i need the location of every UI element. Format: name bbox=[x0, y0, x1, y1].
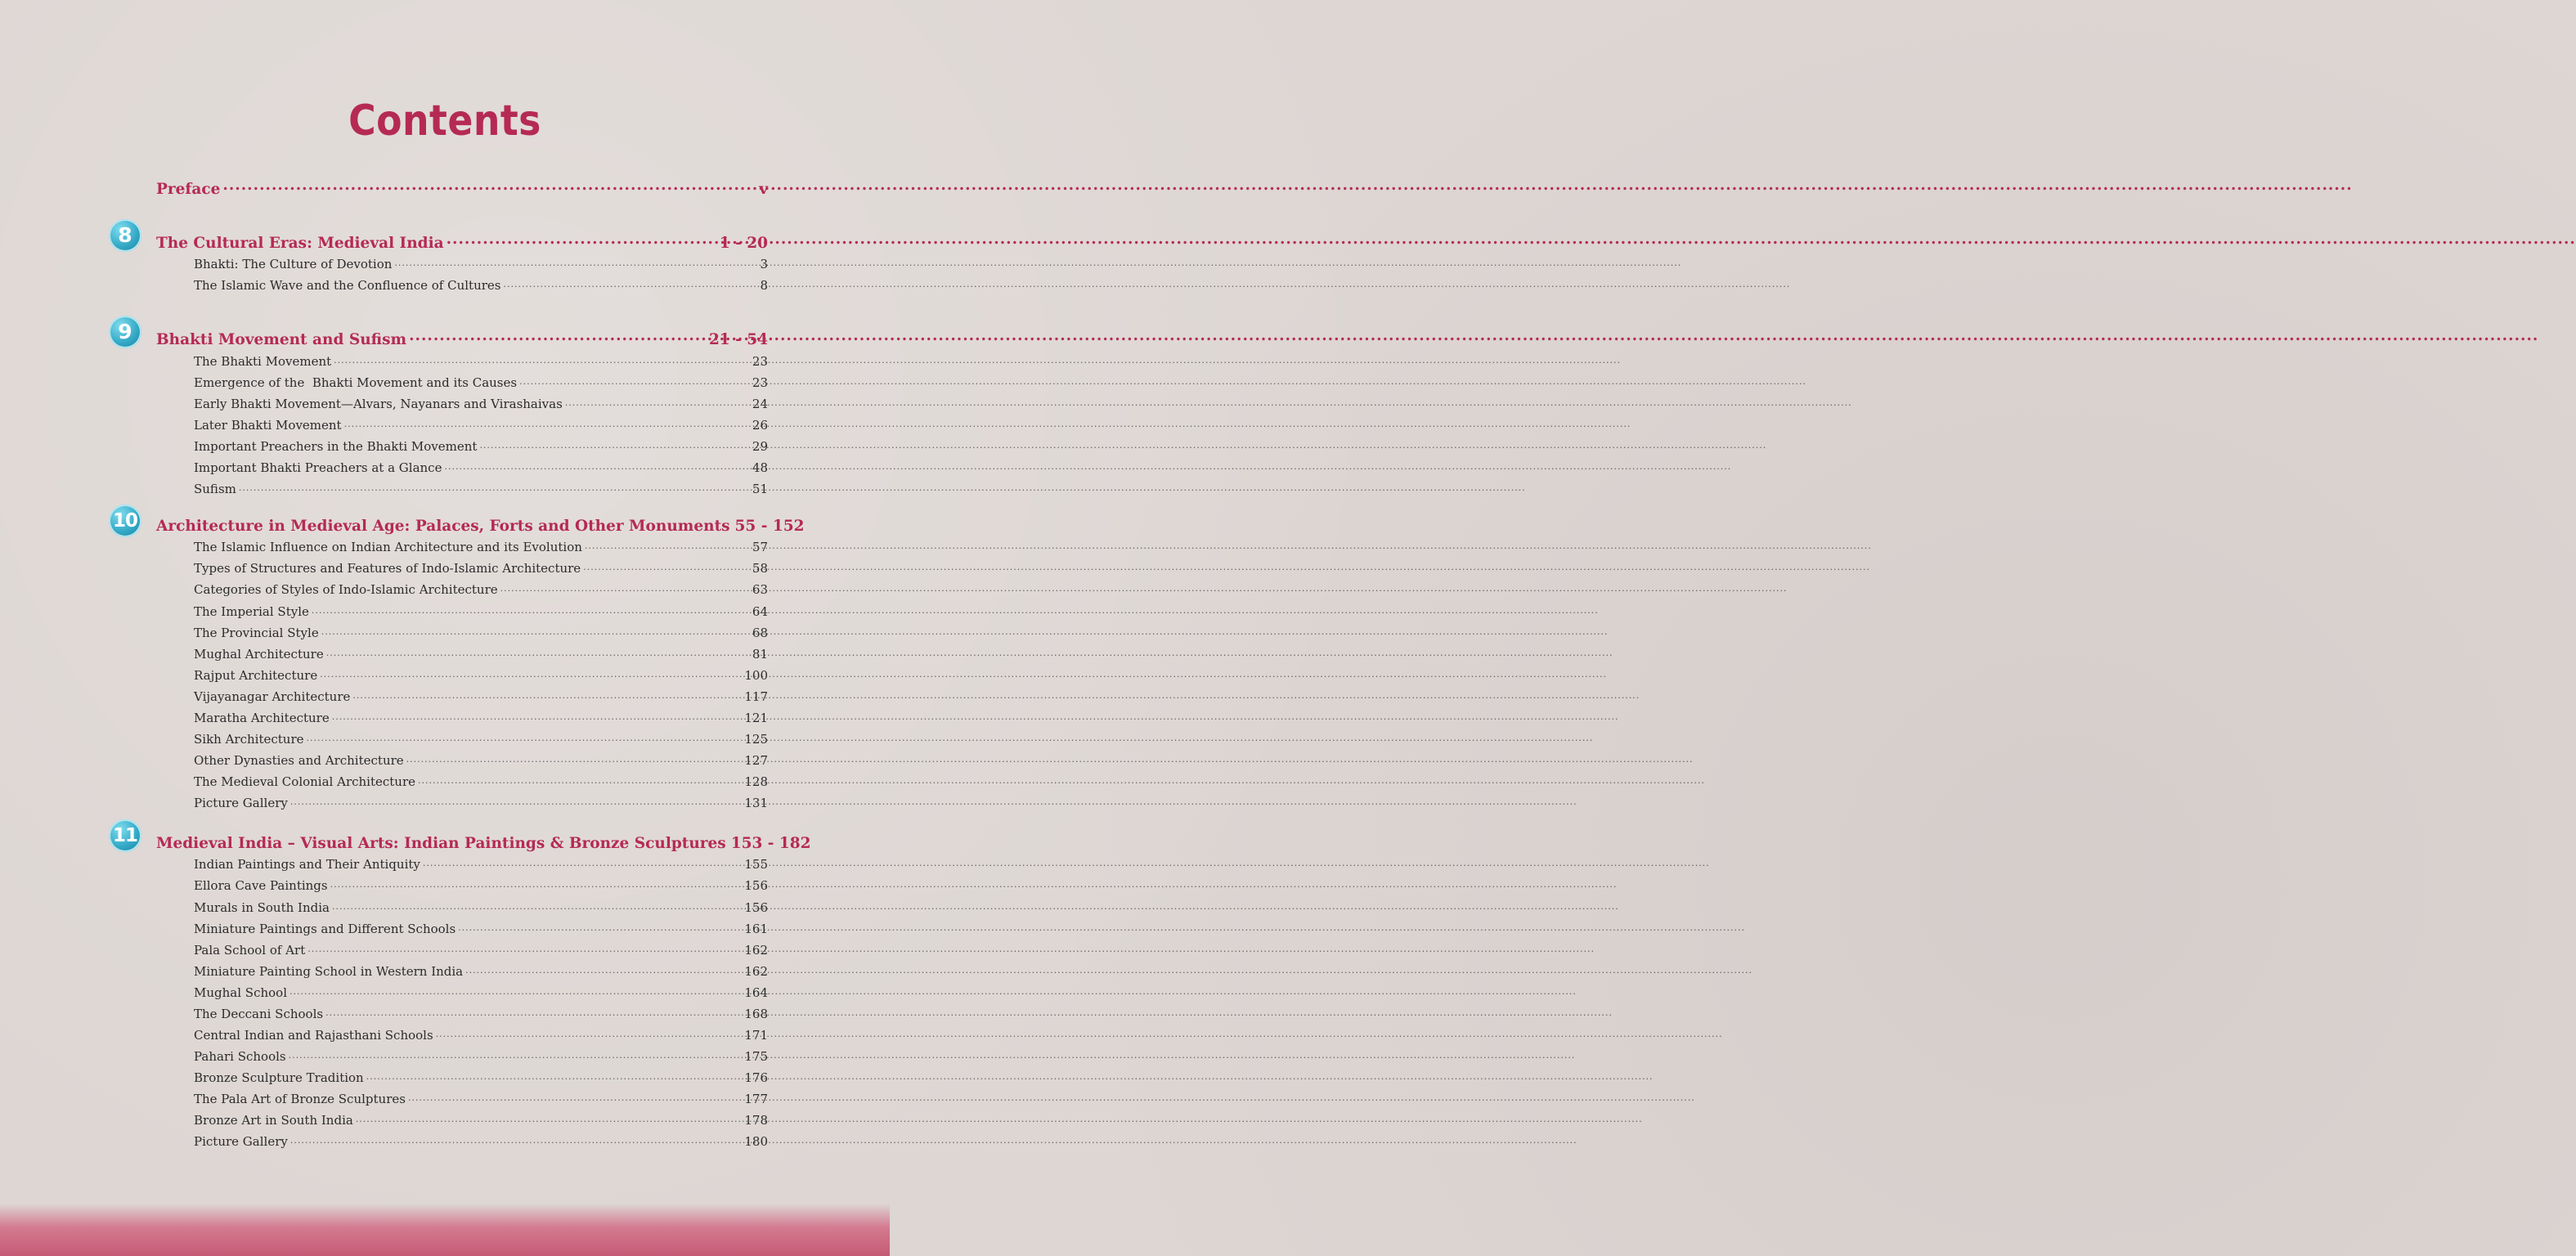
dot-leader bbox=[519, 375, 750, 387]
toc-entry[interactable] bbox=[194, 353, 768, 369]
dot-leader bbox=[330, 877, 743, 890]
toc-entry[interactable] bbox=[194, 689, 768, 704]
toc-entry[interactable] bbox=[194, 1133, 768, 1149]
toc-entry[interactable] bbox=[194, 942, 768, 958]
dot-leader bbox=[500, 581, 750, 594]
toc-entry-label: Pala School of Art bbox=[194, 943, 306, 958]
toc-entry[interactable] bbox=[194, 856, 768, 872]
toc-entry-label: The Medieval Colonial Architecture bbox=[194, 774, 416, 789]
toc-entry[interactable] bbox=[194, 877, 768, 893]
toc-entry-label: The Provincial Style bbox=[194, 626, 319, 640]
toc-entry-page: 81 bbox=[752, 647, 768, 662]
toc-entry-page: 24 bbox=[752, 397, 768, 411]
dot-leader bbox=[290, 795, 743, 807]
dot-leader bbox=[312, 603, 750, 616]
dot-leader bbox=[423, 856, 742, 868]
toc-entry[interactable] bbox=[194, 774, 768, 789]
toc-entry-page: 23 bbox=[752, 375, 768, 390]
toc-entry-page: 171 bbox=[744, 1028, 768, 1043]
toc-entry[interactable] bbox=[194, 1112, 768, 1128]
toc-entry-page: 155 bbox=[744, 857, 768, 872]
toc-entry-page: 175 bbox=[744, 1049, 768, 1064]
toc-entry[interactable] bbox=[194, 277, 768, 293]
toc-entry-label: Rajput Architecture bbox=[194, 668, 318, 683]
toc-entry[interactable] bbox=[194, 417, 768, 433]
toc-entry-label: Ellora Cave Paintings bbox=[194, 878, 328, 893]
toc-entry[interactable] bbox=[194, 795, 768, 810]
toc-entry[interactable] bbox=[194, 256, 768, 271]
toc-entry-label: Types of Structures and Features of Indo-Islamic Architecture bbox=[194, 561, 581, 576]
dot-leader bbox=[583, 560, 750, 572]
toc-entry-label: Mughal Architecture bbox=[194, 647, 324, 662]
toc-entry[interactable] bbox=[194, 646, 768, 662]
toc-entry-page: 26 bbox=[752, 418, 768, 433]
toc-entry[interactable] bbox=[194, 625, 768, 640]
toc-entry-label: The Pala Art of Bronze Sculptures bbox=[194, 1092, 406, 1106]
chapter-title: Medieval India – Visual Arts: Indian Paintings & Bronze Sculptures bbox=[156, 834, 726, 852]
toc-entry-label: Murals in South India bbox=[194, 900, 330, 915]
dot-leader bbox=[366, 1070, 743, 1082]
dot-leader bbox=[239, 481, 750, 493]
toc-entry-page: 168 bbox=[744, 1007, 768, 1021]
toc-entry[interactable] bbox=[194, 985, 768, 1000]
chapter-number-badge: 9 bbox=[109, 316, 141, 348]
toc-entry-page: 23 bbox=[752, 354, 768, 369]
dot-leader bbox=[408, 1091, 742, 1103]
toc-entry[interactable] bbox=[194, 731, 768, 747]
toc-entry-label: Picture Gallery bbox=[194, 1134, 288, 1149]
chapter-title: Bhakti Movement and Sufism bbox=[156, 330, 407, 348]
dot-leader bbox=[320, 667, 742, 680]
toc-entry-page: 128 bbox=[744, 774, 768, 789]
toc-entry-label: Later Bhakti Movement bbox=[194, 418, 342, 433]
dot-leader bbox=[394, 256, 757, 268]
toc-entry-label: Miniature Paintings and Different Schools bbox=[194, 922, 456, 936]
toc-entry-page: 177 bbox=[744, 1092, 768, 1106]
toc-entry-label: Bronze Sculpture Tradition bbox=[194, 1070, 364, 1085]
toc-entry-page: 8 bbox=[760, 278, 768, 293]
toc-entry-page: 162 bbox=[744, 943, 768, 958]
toc-entry-label: Indian Paintings and Their Antiquity bbox=[194, 857, 420, 872]
dot-leader bbox=[465, 963, 742, 976]
chapter-page-range: 55 - 152 bbox=[734, 517, 805, 535]
dot-leader bbox=[409, 329, 707, 344]
toc-entry-page: 51 bbox=[752, 482, 768, 496]
toc-entry-label: Sufism bbox=[194, 482, 236, 496]
toc-entry-label: Bhakti: The Culture of Devotion bbox=[194, 257, 393, 271]
chapter-page-range: 153 - 182 bbox=[730, 834, 811, 852]
toc-entry-page: 125 bbox=[744, 732, 768, 747]
toc-entry[interactable] bbox=[194, 481, 768, 496]
toc-entry-page: 64 bbox=[752, 604, 768, 619]
toc-entry-page: 29 bbox=[752, 439, 768, 454]
toc-entry-page: 164 bbox=[744, 985, 768, 1000]
toc-entry[interactable] bbox=[194, 581, 768, 597]
dot-leader bbox=[307, 731, 743, 743]
dot-leader bbox=[406, 752, 743, 765]
dot-leader bbox=[289, 985, 742, 997]
toc-entry[interactable] bbox=[194, 539, 768, 554]
toc-entry-page: 121 bbox=[744, 711, 768, 725]
chapter-number-badge: 11 bbox=[109, 819, 141, 852]
toc-entry-label: Miniature Painting School in Western India bbox=[194, 964, 464, 979]
dot-leader bbox=[436, 1027, 743, 1039]
toc-entry-label: Maratha Architecture bbox=[194, 711, 330, 725]
toc-entry-label: Important Bhakti Preachers at a Glance bbox=[194, 460, 442, 475]
dot-leader bbox=[585, 539, 750, 551]
toc-entry[interactable] bbox=[194, 1027, 768, 1043]
dot-leader bbox=[352, 689, 742, 701]
toc-entry-preface[interactable] bbox=[156, 178, 768, 198]
dot-leader bbox=[565, 396, 750, 408]
dot-leader bbox=[503, 277, 757, 289]
toc-entry-page: 161 bbox=[744, 922, 768, 936]
toc-entry[interactable] bbox=[194, 1091, 768, 1106]
toc-entry-page: 162 bbox=[744, 964, 768, 979]
toc-entry-page: 58 bbox=[752, 561, 768, 576]
dot-leader bbox=[344, 417, 750, 429]
toc-entry-label: Bronze Art in South India bbox=[194, 1113, 353, 1128]
footer-band bbox=[0, 1204, 890, 1256]
toc-entry-label: Other Dynasties and Architecture bbox=[194, 753, 404, 768]
toc-entry-page: 68 bbox=[752, 626, 768, 640]
dot-leader bbox=[321, 625, 750, 637]
toc-entry-label: Vijayanagar Architecture bbox=[194, 689, 351, 704]
toc-entry[interactable] bbox=[194, 1006, 768, 1021]
dot-leader bbox=[289, 1048, 743, 1061]
toc-entry[interactable] bbox=[194, 899, 768, 915]
toc-entry[interactable] bbox=[194, 667, 768, 683]
chapter-page-range: 21 - 54 bbox=[708, 330, 768, 348]
toc-entry-label: Pahari Schools bbox=[194, 1049, 286, 1064]
toc-entry[interactable] bbox=[194, 710, 768, 725]
toc-entry[interactable] bbox=[194, 752, 768, 768]
toc-entry-label: Emergence of the Bhakti Movement and its Causes bbox=[194, 375, 518, 390]
toc-entry-page: 156 bbox=[744, 900, 768, 915]
chapter-title: The Cultural Eras: Medieval India bbox=[156, 234, 444, 252]
toc-entry-label: The Bhakti Movement bbox=[194, 354, 332, 369]
toc-entry-page: 63 bbox=[752, 582, 768, 597]
dot-leader bbox=[444, 460, 749, 472]
toc-entry-label: Categories of Styles of Indo-Islamic Architecture bbox=[194, 582, 498, 597]
toc-entry-label: Mughal School bbox=[194, 985, 287, 1000]
toc-entry-label: The Deccani Schools bbox=[194, 1007, 324, 1021]
table-of-contents bbox=[0, 0, 890, 1256]
toc-entry[interactable] bbox=[194, 460, 768, 475]
toc-entry-label: Central Indian and Rajasthani Schools bbox=[194, 1028, 433, 1043]
toc-entry[interactable] bbox=[194, 560, 768, 576]
dot-leader bbox=[222, 178, 756, 194]
page-title: Contents bbox=[348, 96, 541, 146]
chapter-number-badge: 8 bbox=[109, 219, 141, 252]
toc-entry-page: 57 bbox=[752, 540, 768, 554]
toc-entry[interactable] bbox=[194, 1070, 768, 1085]
chapter-title: Architecture in Medieval Age: Palaces, Forts and Other Monuments bbox=[156, 517, 730, 535]
chapter-heading[interactable] bbox=[156, 329, 768, 348]
toc-entry[interactable] bbox=[194, 603, 768, 619]
toc-entry-page: 176 bbox=[744, 1070, 768, 1085]
dot-leader bbox=[334, 353, 750, 366]
toc-entry-label: Sikh Architecture bbox=[194, 732, 304, 747]
toc-entry-page: 180 bbox=[744, 1134, 768, 1149]
toc-entry-page: 48 bbox=[752, 460, 768, 475]
toc-entry-label: Picture Gallery bbox=[194, 796, 288, 810]
chapter-heading[interactable] bbox=[156, 832, 811, 852]
toc-entry-page: 127 bbox=[744, 753, 768, 768]
toc-entry-page: 131 bbox=[744, 796, 768, 810]
toc-entry-page: v bbox=[759, 180, 768, 198]
dot-leader bbox=[290, 1133, 743, 1146]
toc-entry-label: Early Bhakti Movement—Alvars, Nayanars and Virashaivas bbox=[194, 397, 563, 411]
toc-entry-page: 117 bbox=[744, 689, 768, 704]
chapter-heading[interactable] bbox=[156, 232, 768, 252]
chapter-heading[interactable] bbox=[156, 515, 805, 535]
dot-leader bbox=[418, 774, 742, 786]
toc-entry[interactable] bbox=[194, 963, 768, 979]
toc-entry-page: 156 bbox=[744, 878, 768, 893]
dot-leader bbox=[458, 921, 742, 933]
dot-leader bbox=[356, 1112, 743, 1124]
dot-leader bbox=[326, 646, 750, 658]
toc-entry-label: Preface bbox=[156, 180, 221, 198]
toc-entry-label: The Islamic Influence on Indian Architecture and its Evolution bbox=[194, 540, 582, 554]
dot-leader bbox=[479, 438, 749, 451]
dot-leader bbox=[307, 942, 742, 954]
toc-entry[interactable] bbox=[194, 1048, 768, 1064]
toc-entry[interactable] bbox=[194, 396, 768, 411]
toc-entry-page: 100 bbox=[744, 668, 768, 683]
dot-leader bbox=[332, 710, 743, 722]
dot-leader bbox=[332, 899, 742, 912]
toc-entry-label: The Imperial Style bbox=[194, 604, 309, 619]
toc-entry[interactable] bbox=[194, 438, 768, 454]
chapter-page-range: 1 - 20 bbox=[719, 234, 768, 252]
toc-entry-label: Important Preachers in the Bhakti Movement bbox=[194, 439, 478, 454]
chapter-number-badge: 10 bbox=[109, 505, 141, 537]
toc-entry-page: 3 bbox=[760, 257, 768, 271]
toc-entry[interactable] bbox=[194, 375, 768, 390]
toc-entry-page: 178 bbox=[744, 1113, 768, 1128]
dot-leader bbox=[325, 1006, 742, 1018]
dot-leader bbox=[447, 232, 717, 248]
toc-entry-label: The Islamic Wave and the Confluence of Cultures bbox=[194, 278, 501, 293]
toc-entry[interactable] bbox=[194, 921, 768, 936]
